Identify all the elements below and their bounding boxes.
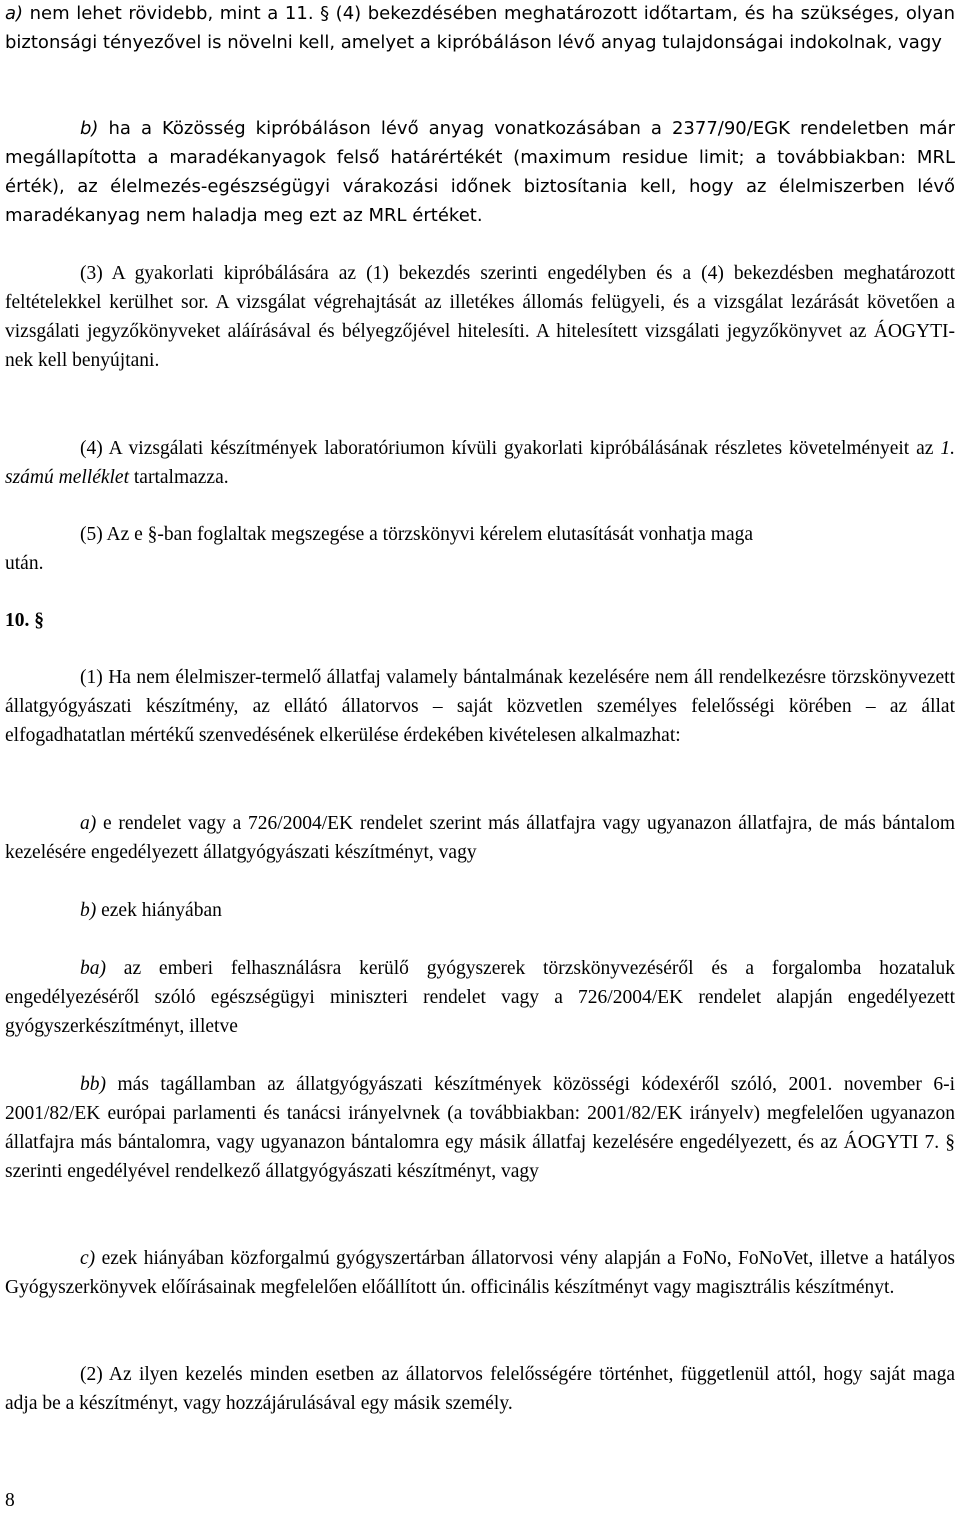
item-marker: c) xyxy=(80,1248,96,1269)
list-item-c xyxy=(5,1244,955,1302)
paragraph-5-line-2: után. xyxy=(5,553,44,574)
item-b-previous xyxy=(5,114,955,230)
paragraph-4-text: (4) A vizsgálati készítmények laboratóriumon kívüli gyakorlati kipróbálásának részletes követelményeit az xyxy=(80,438,941,459)
item-marker: a) xyxy=(80,813,97,834)
item-marker: a) xyxy=(5,3,24,24)
item-text: az emberi felhasználásra kerülő gyógyszerek törzskönyvezéséről és a forgalomba hozataluk engedélyezéséről szóló egészségügyi miniszteri rendelet vagy a 726/2004/EK rendelet alapján engedélyezett gyógyszerkészítményt, illetve xyxy=(5,958,955,1037)
item-text: ezek hiányában közforgalmú gyógyszertárban állatorvosi vény alapján a FoNo, FoNoVet, illetve a hatályos Gyógyszerkönyvek előírásainak megfelelően előállított ún. officinális készítményt vagy magisztrális készítményt. xyxy=(5,1248,955,1298)
item-marker: b) xyxy=(80,900,97,921)
list-item-a xyxy=(5,809,955,867)
item-marker: ba) xyxy=(80,958,106,979)
item-marker: b) xyxy=(80,118,99,139)
item-marker: bb) xyxy=(80,1074,106,1095)
item-a-previous xyxy=(5,0,955,57)
item-text: e rendelet vagy a 726/2004/EK rendelet szerint más állatfajra vagy ugyanazon állatfajra, de más bántalom kezelésére engedélyezett állatgyógyászati készítményt, vagy xyxy=(5,813,955,863)
paragraph-5-line-1: (5) Az e §-ban foglaltak megszegése a törzskönyvi kérelem elutasítását vonhatja maga xyxy=(80,524,754,545)
section-10-paragraph-2: (2) Az ilyen kezelés minden esetben az állatorvos felelősségére történhet, függetlenül attól, hogy saját maga adja be a készítményt, vagy hozzájárulásával egy másik személy. xyxy=(5,1364,955,1414)
item-text: más tagállamban az állatgyógyászati készítmények közösségi kódexéről szóló, 2001. november 6-i 2001/82/EK európai parlamenti és tanácsi irányelvnek (a továbbiakban: 2001/82/EK irányelv) megfelelően ugyanazon állatfajra más bántalomra, vagy ugyanazon bántalomra egy másik állatfaj kezelésére engedélyezett, és az ÁOGYTI 7. § szerinti engedélyével rendelkező állatgyógyászati készítményt, vagy xyxy=(5,1074,955,1182)
page-number: 8 xyxy=(5,1490,15,1511)
item-text: nem lehet rövidebb, mint a 11. § (4) bekezdésében meghatározott időtartam, és ha szükséges, olyan biztonsági tényezővel is növelni kell, amelyet a kipróbáláson lévő anyag tulajdonságai indokolnak, vagy xyxy=(5,3,955,53)
section-10-paragraph-1: (1) Ha nem élelmiszer-termelő állatfaj valamely bántalmának kezelésére nem áll rendelkezésre törzskönyvezett állatgyógyászati készítmény, az ellátó állatorvos – saját közvetlen személyes felelősségi körében – az állat elfogadhatatlan mértékű szenvedésének elkerülése érdekében kivételesen alkalmazhat: xyxy=(5,667,955,746)
paragraph-5 xyxy=(5,520,955,578)
paragraph-4-tail: tartalmazza. xyxy=(129,467,229,488)
paragraph-4 xyxy=(5,434,955,492)
item-text: ezek hiányában xyxy=(96,900,222,921)
item-text: ha a Közösség kipróbáláson lévő anyag vonatkozásában a 2377/90/EGK rendeletben már megállapította a maradékanyagok felső határértékét (maximum residue limit; a továbbiakban: MRL érték), az élelmezés-egészségügyi várakozási időnek biztosítania kell, hogy az élelmiszerben lévő maradékanyag nem haladja meg ezt az MRL értéket. xyxy=(5,118,955,226)
list-item-ba xyxy=(5,954,955,1041)
list-item-bb xyxy=(5,1070,955,1186)
paragraph-3: (3) A gyakorlati kipróbálására az (1) bekezdés szerinti engedélyben és a (4) bekezdésben meghatározott feltételekkel kerülhet sor. A vizsgálat végrehajtását az illetékes állomás felügyeli, és a vizsgálat lezárását követően a vizsgálati jegyzőkönyveket aláírásával és bélyegzőjével hitelesíti. A hitelesített vizsgálati jegyzőkönyvet az ÁOGYTI-nek kell benyújtani. xyxy=(5,263,955,371)
annex-reference: 1. számú melléklet xyxy=(5,438,955,488)
list-item-b xyxy=(5,896,955,925)
section-heading: 10. § xyxy=(5,610,44,631)
